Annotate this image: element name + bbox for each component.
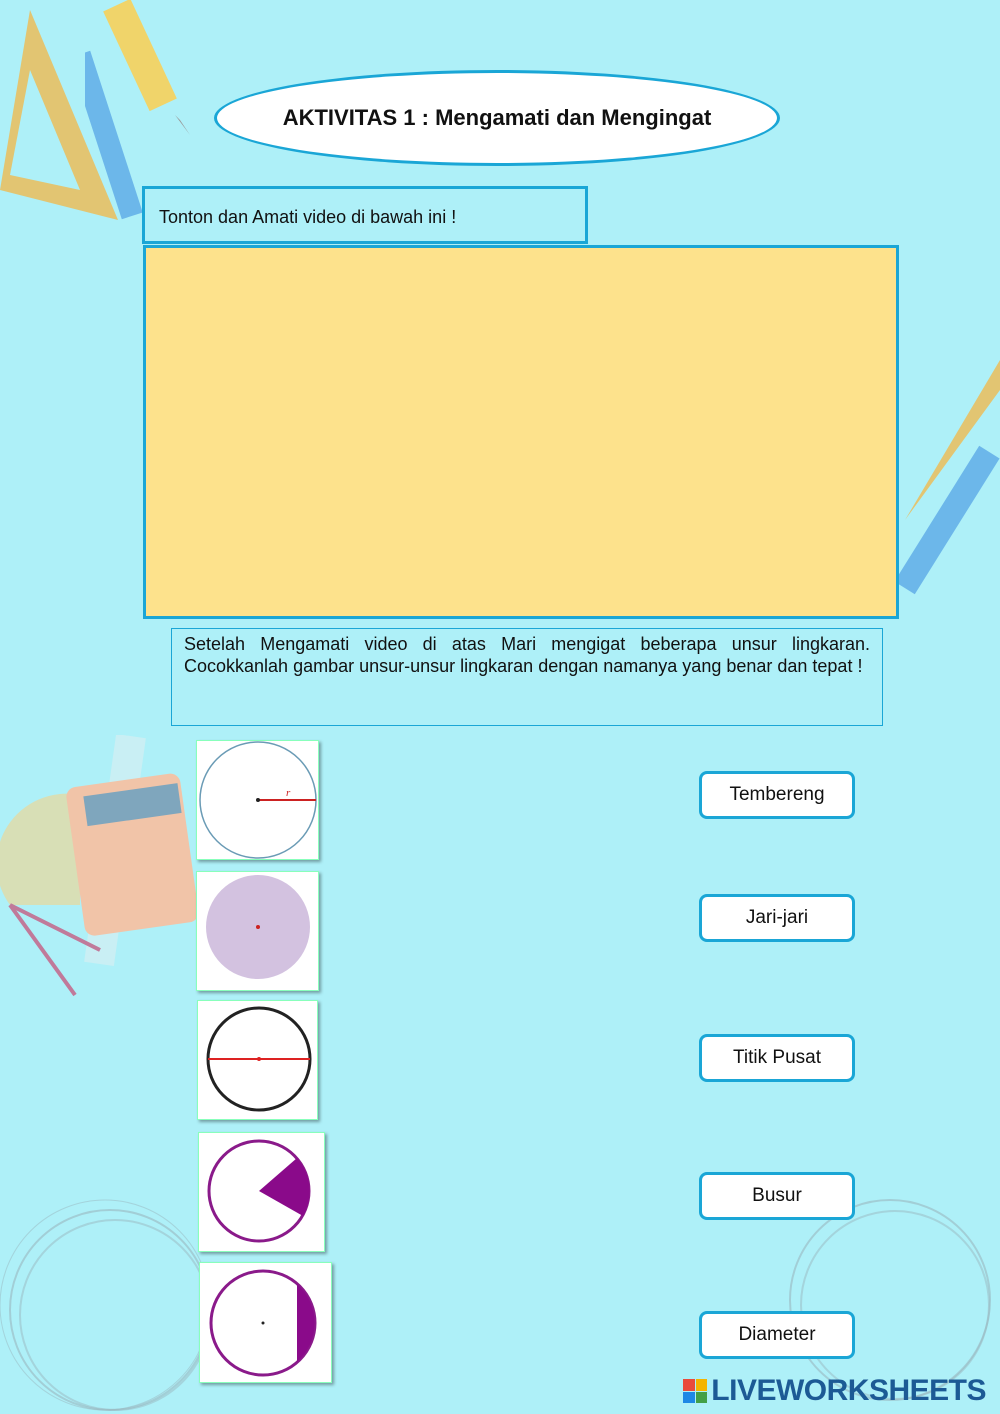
liveworksheets-logo: [683, 1374, 986, 1408]
circle-segment-icon: [200, 1263, 331, 1382]
label-tembereng[interactable]: Tembereng: [699, 771, 855, 819]
sector-image-card[interactable]: [198, 1132, 325, 1252]
activity-title: AKTIVITAS 1 : Mengamati dan Mengingat: [214, 70, 780, 166]
label-busur[interactable]: Busur: [699, 1172, 855, 1220]
center-point-image-card[interactable]: [196, 871, 319, 991]
radius-label: r: [286, 787, 291, 799]
liveworksheets-logo-icon: [683, 1379, 707, 1403]
video-instruction: [142, 186, 588, 244]
radius-image-card[interactable]: [196, 740, 319, 860]
circle-diameter-icon: [198, 1001, 317, 1119]
label-titik-pusat[interactable]: Titik Pusat: [699, 1034, 855, 1082]
video-instruction-text: Tonton dan Amati video di bawah ini !: [159, 207, 457, 227]
decorative-calculator: [0, 735, 200, 1005]
circle-radius-icon: [197, 741, 318, 859]
diameter-image-card[interactable]: [197, 1000, 318, 1120]
video-player[interactable]: [143, 245, 899, 619]
circle-center-point-icon: [197, 872, 318, 990]
label-jari-jari[interactable]: Jari-jari: [699, 894, 855, 942]
decorative-ruler-triangle-right: [895, 350, 1000, 610]
brand-name: LIVEWORKSHEETS: [711, 1374, 986, 1407]
matching-instruction: Setelah Mengamati video di atas Mari mengigat beberapa unsur lingkaran. Cocokkanlah gambar unsur-unsur lingkaran dengan namanya yang benar dan tepat !: [171, 628, 883, 726]
circle-sector-icon: [199, 1133, 324, 1251]
segment-image-card[interactable]: [199, 1262, 332, 1383]
decorative-circles-left: [0, 1180, 230, 1414]
label-diameter[interactable]: Diameter: [699, 1311, 855, 1359]
